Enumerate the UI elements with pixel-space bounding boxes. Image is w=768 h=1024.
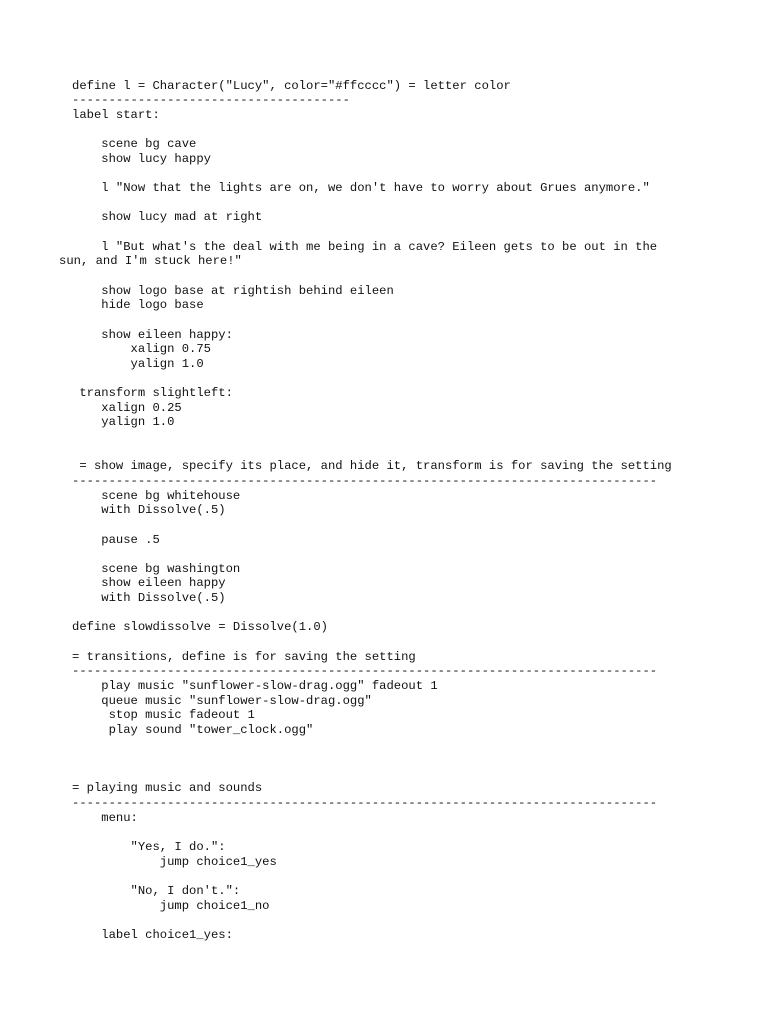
doc-line: "Yes, I do.":	[72, 839, 226, 854]
doc-line: jump choice1_yes	[72, 854, 277, 869]
document-page	[59, 64, 752, 942]
doc-line	[72, 313, 752, 328]
doc-line	[72, 123, 752, 138]
doc-line: sun, and I'm stuck here!"	[59, 254, 242, 269]
divider-line: --------------------------------------------------------------------------------	[72, 796, 658, 811]
doc-line	[72, 547, 752, 562]
doc-line: l "Now that the lights are on, we don't have to worry about Grues anymore."	[72, 181, 650, 196]
doc-line: xalign 0.75	[72, 342, 211, 357]
divider-line: --------------------------------------------------------------------------------	[72, 664, 658, 679]
doc-line	[72, 737, 752, 752]
doc-line	[72, 166, 752, 181]
doc-line	[72, 269, 752, 284]
doc-line	[72, 445, 752, 460]
doc-line: menu:	[72, 810, 138, 825]
doc-line: label start:	[72, 107, 160, 122]
doc-line: pause .5	[72, 532, 160, 547]
doc-line	[72, 606, 752, 621]
divider-line: --------------------------------------	[72, 93, 350, 108]
doc-line: with Dissolve(.5)	[72, 503, 226, 518]
doc-line: show logo base at rightish behind eileen	[72, 283, 394, 298]
doc-line: queue music "sunflower-slow-drag.ogg"	[72, 693, 372, 708]
doc-line	[72, 518, 752, 533]
doc-line: play music "sunflower-slow-drag.ogg" fadeout 1	[72, 678, 438, 693]
doc-line: "No, I don't.":	[72, 883, 241, 898]
doc-line: scene bg washington	[72, 561, 241, 576]
doc-line: scene bg cave	[72, 137, 197, 152]
doc-line	[72, 869, 752, 884]
doc-line: jump choice1_no	[72, 898, 270, 913]
doc-line: show eileen happy	[72, 576, 226, 591]
doc-line	[72, 225, 752, 240]
doc-line: with Dissolve(.5)	[72, 591, 226, 606]
doc-line	[72, 635, 752, 650]
divider-line: --------------------------------------------------------------------------------	[72, 473, 658, 488]
doc-line	[72, 767, 752, 782]
section-heading: = show image, specify its place, and hide it, transform is for saving the setting	[72, 459, 672, 474]
doc-line: stop music fadeout 1	[72, 708, 255, 723]
doc-line: scene bg whitehouse	[72, 488, 241, 503]
doc-line	[72, 64, 752, 79]
doc-line: show lucy mad at right	[72, 210, 263, 225]
section-heading: = playing music and sounds	[72, 781, 263, 796]
doc-line: show lucy happy	[72, 151, 211, 166]
doc-line	[72, 196, 752, 211]
doc-line: yalign 1.0	[72, 415, 175, 430]
doc-line: l "But what's the deal with me being in a cave? Eileen gets to be out in the	[72, 239, 658, 254]
doc-line	[72, 752, 752, 767]
doc-line: xalign 0.25	[72, 400, 182, 415]
doc-line: define l = Character("Lucy", color="#ffcccc") = letter color	[72, 78, 511, 93]
doc-line	[72, 371, 752, 386]
doc-line: play sound "tower_clock.ogg"	[72, 722, 314, 737]
doc-line: hide logo base	[72, 298, 204, 313]
doc-line	[72, 913, 752, 928]
doc-line: show eileen happy:	[72, 327, 233, 342]
doc-line	[72, 430, 752, 445]
doc-line: transform slightleft:	[72, 386, 233, 401]
doc-line: define slowdissolve = Dissolve(1.0)	[72, 620, 328, 635]
doc-line	[72, 825, 752, 840]
doc-line: label choice1_yes:	[72, 927, 233, 942]
doc-line: yalign 1.0	[72, 356, 204, 371]
section-heading: = transitions, define is for saving the setting	[72, 649, 416, 664]
